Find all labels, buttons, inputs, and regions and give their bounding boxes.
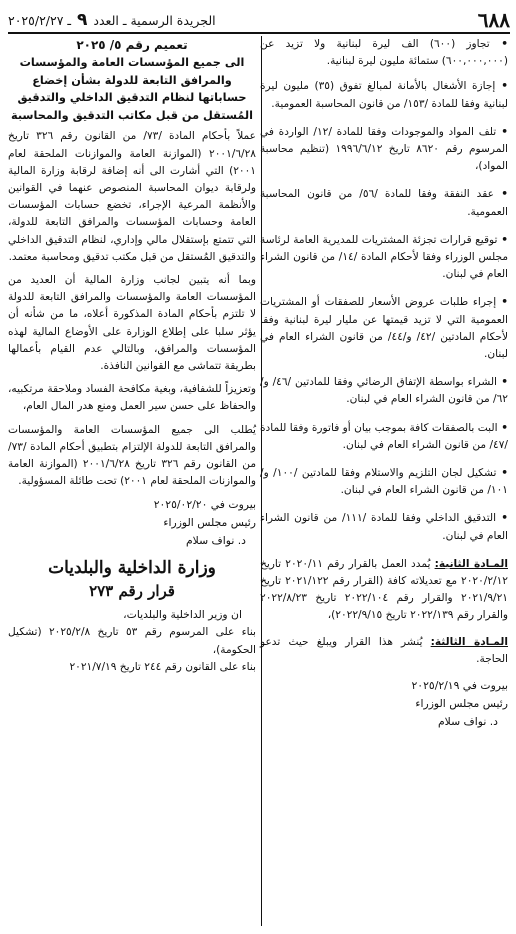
bullet-item: • تشكيل لجان التلزيم والاستلام وفقا للمادتين /١٠٠/ و/١٠١/ من قانون الشراء العام في لبنان. (260, 465, 508, 499)
page-header (8, 4, 510, 34)
circular-paragraph: وبما أنه يتبين لجانب وزارة المالية أن العديد من المؤسسات العامة والمؤسسات والمرافق التابعة للدولة لا تلتزم بأحكام المادة المذكورة أعلاه، ما من شأنه أن يؤثر سلبا على إطلاع الوزارة على الأوضاع المالية لهذه المؤسسات والمرافق، وبالتالي عدم القيام بأعمالها بطريقة تتماشى مع القوانين النافذة. (8, 274, 256, 373)
decision-intro: ان وزير الداخلية والبلديات، (123, 608, 242, 622)
bullet-item: • التدقيق الداخلي وفقا للمادة /١١١/ من قانون الشراء العام في لبنان. (260, 510, 508, 544)
gazette-name: الجريدة الرسمية ـ العدد (93, 13, 216, 28)
bullet-item: • عقد النفقة وفقا للمادة /٥٦/ من قانون المحاسبة العمومية. (260, 186, 508, 220)
circular-heading: الى جميع المؤسسات العامة والمؤسسات والمرافق التابعة للدولة بشأن إخضاع حساباتها لنظام التدقيق الداخلي والتدقيق المُستقل من قبل مكاتب التدقيق والمحاسبة (10, 56, 254, 122)
circular-number: تعميم رقم ٥/ ٢٠٢٥ (76, 38, 188, 52)
article-two-text: يُمدد العمل بالقرار رقم ٢٠٢٠/١١ تاريخ ٢٠٢٠/٢/١٢ مع تعديلاته كافة (القرار رقم ٢٠٢١/١٢٢ تاريخ ٢٠٢١/٩/٢١ والقرار رقم ٢٠٢٢/١٠٤ تاريخ ٢٠٢٢/٨/٢٣ والقرار رقم ٢٠٢٢/١٣٩ تاريخ ٢٠٢٢/٩/١٥)، (260, 557, 508, 622)
right-signature (260, 677, 508, 731)
article-two (260, 556, 508, 625)
circular-paragraph: وتعزيزاً للشفافية، وبغية مكافحة الفساد وملاحقة مرتكبيه، والحفاظ على حسن سير العمل ومنع هدر المال العام، (8, 383, 256, 413)
article-three-text: يُنشر هذا القرار ويبلغ حيث تدعو الحاجة. (260, 635, 508, 665)
issue-number: ٩ (77, 10, 88, 30)
decision-title: قرار رقم ٢٧٣ (89, 582, 175, 601)
sign-place-date: بيروت في ٢٠٢٥/٠٢/٢٠ (153, 498, 256, 512)
bullet-lead: • تجاوز (٦٠٠) الف ليرة لبنانية ولا تزيد عن (٦٠٠,٠٠٠,٠٠٠) ستمائة مليون ليرة لبنانية. (260, 36, 508, 70)
header-title (8, 10, 216, 30)
sign-title: رئيس مجلس الوزراء (415, 697, 508, 711)
circular-paragraph: يُطلب الى جميع المؤسسات العامة والمؤسسات والمرافق التابعة للدولة الإلتزام بتطبيق أحكام المادة /٧٣/ من القانون رقم ٣٢٦ تاريخ ٢٠٠١/٦/٢٨ (الموازنة العامة والموازنات الملحقة لعام ٢٠٠١) تحت طائلة المسؤولية. (8, 423, 256, 488)
issue-date: ـ ٢٠٢٥/٢/٢٧ (8, 13, 72, 28)
decision-basis: بناء على القانون رقم ٢٤٤ تاريخ ٢٠٢١/٧/١٩ (69, 660, 256, 673)
right-column (260, 36, 508, 731)
left-signature (8, 496, 256, 550)
sign-place-date: بيروت في ٢٠٢٥/٢/١٩ (411, 679, 508, 693)
bullet-item: • الشراء بواسطة الإتفاق الرضائي وفقا للمادتين /٤٦/ و/٦٢/ من قانون الشراء العام في لبنان. (260, 374, 508, 408)
article-three (260, 634, 508, 668)
sign-title: رئيس مجلس الوزراء (163, 516, 256, 530)
bullet-item: • تلف المواد والموجودات وفقا للمادة /١٢/ الواردة في المرسوم رقم ٨٦٢٠ تاريخ ١٩٩٦/٦/١٢ (تنظيم محاسبة المواد)، (260, 124, 508, 176)
bullet-item: • إجراء طلبات عروض الأسعار للصفقات أو المشتريات العمومية التي لا تزيد قيمتها عن مليار ليرة لبنانية وفقا لأحكام المادتين /٤٢/ و/٤٤/ من قانون الشراء العام في لبنان. (260, 294, 508, 363)
bullet-item: • توقيع قرارات تجزئة المشتريات للمديرية العامة لرئاسة مجلس الوزراء وفقا لأحكام المادة /١٤/ من قانون الشراء العام في لبنان. (260, 232, 508, 284)
bullet-item: • البت بالصفقات كافة بموجب بيان أو فاتورة وفقا للمادة /٤٧/ من قانون الشراء العام في لبنان. (260, 420, 508, 454)
left-column (8, 36, 256, 676)
article-three-label: المـادة الثالثة: (430, 635, 508, 648)
circular-paragraph: عملاً بأحكام المادة /٧٣/ من القانون رقم ٣٢٦ تاريخ ٢٠٠١/٦/٢٨ (الموازنة العامة والموازنات الملحقة لعام ٢٠٠١) التي أشارت الى أنه إضافة لرقابة وزارة المالية ولرقابة ديوان المحاسبة المنصوص عنهما في القوانين والأنظمة المرعية الإجراء، تخضع حسابات المؤسسات العامة وحسابات المؤسسات والمرافق التابعة للدولة، التي تتمتع بإستقلال مالي وإداري، لنظام التدقيق الداخلي والتدقيق المُستقل من قبل مكتب تدقيق ومحاسبة معتمد. (8, 130, 257, 263)
bullet-item: • إجازة الأشغال بالأمانة لمبالغ تفوق (٣٥) مليون ليرة لبنانية وفقا للمادة /١٥٣/ من قانون المحاسبة العمومية. (260, 78, 508, 112)
article-two-label: المـادة الثانية: (434, 557, 508, 570)
page-number: ٦٨٨ (477, 8, 510, 32)
ministry-heading: وزارة الداخلية والبلديات (48, 558, 216, 579)
sign-name: د. نواف سلام (185, 534, 246, 548)
decision-basis: بناء على المرسوم رقم ٥٣ تاريخ ٢٠٢٥/٢/٨ (تشكيل الحكومة)، (8, 626, 256, 656)
sign-name: د. نواف سلام (437, 715, 498, 729)
